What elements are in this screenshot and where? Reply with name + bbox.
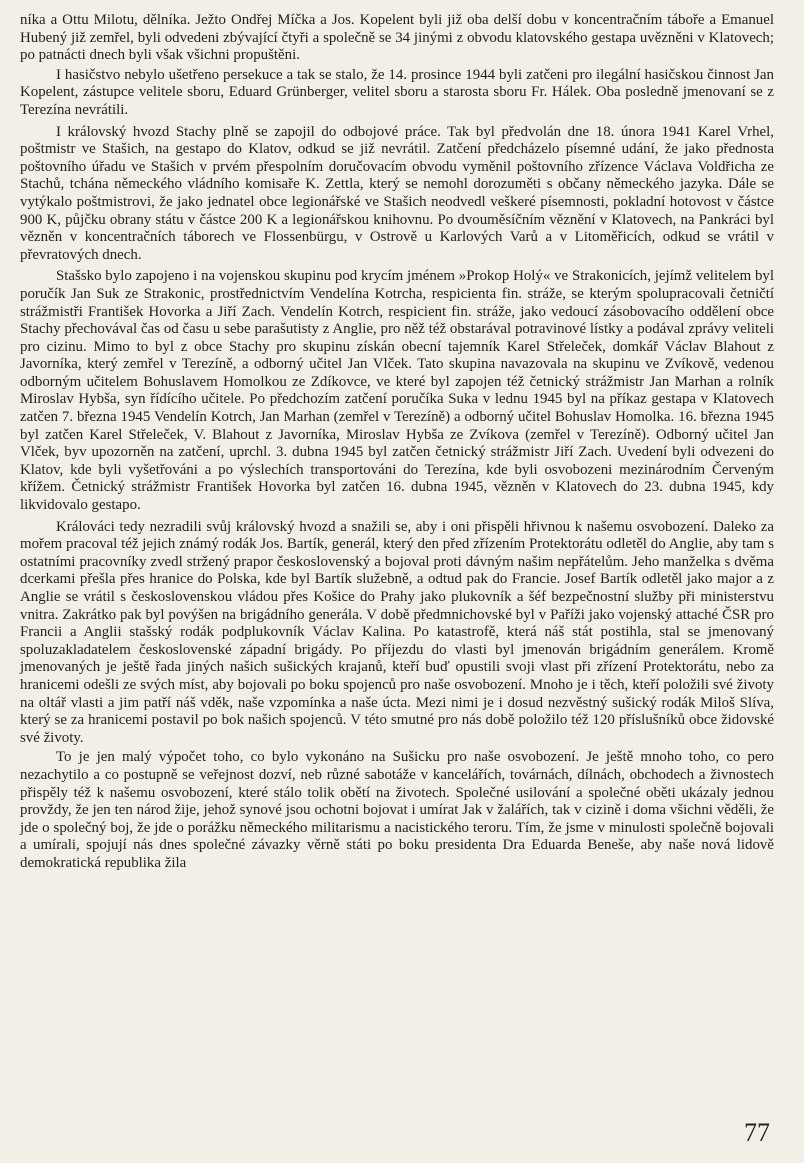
paragraph-generals-abroad: Králováci tedy nezradili svůj královský hvozd a snažili se, aby i oni přispěli hřivnou k našemu osvobození. Daleko za mořem pracoval též jejich známý rodák Jos. Bartík, generál, který den před zřízením Protektorátu odletěl do Anglie, aby tam s ostatními pracovníky zvedl stržený prapor československý a bojoval proti dávným našim nepřátelům. Jeho manželka s dvěma dcerkami přešla přes hranice do Polska, kde byl Bartík služebně, a odtud pak do Francie. Josef Bartík odletěl jako major a z Anglie se vrátil s československou vládou přes Košice do Prahy jako plukovník a šéf bezpečnostní služby při ministerstvu vnitra. Zakrátko pak byl povýšen na brigádního generála. V době předmnichovské byl v Paříži jako vojenský attaché ČSR pro Francii a Anglii stašský rodák podplukovník Václav Kalina. Po katastrofě, která náš stát postihla, stal se jmenovaný spoluzakladatelem československé západní brigády. Po příjezdu do vlasti byl jmenován brigádním generálem. Kromě jmenovaných je ještě řada jiných našich sušických krajanů, kteří buď opustili svoji vlast při zřízení Protektorátu, nebo za hranicemi odešli ze svých míst, aby bojovali po boku spojenců pro naše osvobození. Mnoho je i těch, kteří položili své životy na oltář vlasti a jim patří náš vděk, naše vzpomínka a naše úcta. Mezi nimi je i dosud nezvěstný sušický rodák Miloš Slíva, který se za hranicemi postavil po bok našich spojenců. V této smutné pro nás době položilo též 120 příslušníků obce židovské své životy.: [20, 518, 774, 746]
paragraph-fire-brigade: I hasičstvo nebylo ušetřeno persekuce a tak se stalo, že 14. prosince 1944 byli zatčeni pro ilegální hasičskou činnost Jan Kopelent, zástupce velitele sboru, Eduard Grünberger, velitel sboru a starosta sboru Fr. Hálek. Oba posledně jmenovaní se z Terezína nevrátili.: [20, 66, 774, 118]
paragraph-continuation: níka a Ottu Milotu, dělníka. Ježto Ondřej Míčka a Jos. Kopelent byli již oba delší dobu v koncentračním táboře a Emanuel Hubený již zemřel, byli odvedeni zbývající čtyři a společně se 34 jinými z obvodu klatovského gestapa uvězněni v Klatovech; po patnácti dnech byli však všichni propuštěni.: [20, 12, 774, 64]
page-number: 77: [744, 1118, 770, 1147]
paragraph-stachy-postmaster: I královský hvozd Stachy plně se zapojil do odbojové práce. Tak byl předvolán dne 18. února 1941 Karel Vrhel, poštmistr ve Stašich, na gestapo do Klatov, odkud se již nevrátil. Zatčení předcházelo písemné udání, že jako přednosta poštovního úřadu ve Stašich v prvém přespolním doručovacím obvodu vyměnil poštovního zřízence Václava Voldřicha ze Stachů, tchána německého vládního komisaře K. Zettla, který se nemohl dorozuměti s občany německého jazyka. Dále se vytýkalo poštmistrovi, že jako jednatel obce legionářské ve Stašich neodvedl veškeré písemnosti, pokladní hotovost v částce 900 K, půjčku obrany státu v částce 200 K a legionářskou knihovnu. Po dvouměsíčním věznění v Klatovech, na Pankráci byl vězněn v koncentračních táborech ve Flossenbürgu, v Ostrově u Karlových Varů a v Litoměřicích, odkud se vrátil v převratových dnech.: [20, 123, 774, 263]
paragraph-conclusion: To je jen malý výpočet toho, co bylo vykonáno na Sušicku pro naše osvobození. Je ještě mnoho toho, co pero nezachytilo a co postupně se veřejnost dozví, neb různé sabotáže v kancelářích, továrnách, dílnách, obchodech a živnostech přispěly též k našemu osvobození, které stálo tolik obětí na životech. Společné usilování a společné oběti ukázaly jednou provždy, že jen ten národ žije, jehož synové jsou ochotni bojovat i umírat Jak v žalářích, tak v cizině i doma všichni věděli, že jde o společný boj, že jde o porážku německého militarismu a nacistického teroru. Tím, že jsme v minulosti společně bojovali a umírali, spojují nás dnes společné závazky věrně státi po boku presidenta Dra Eduarda Beneše, aby naše nová lidově demokratická republika žila: [20, 749, 774, 871]
paragraph-military-group: Stašsko bylo zapojeno i na vojenskou skupinu pod krycím jménem »Prokop Holý« ve Strakonicích, jejímž velitelem byl poručík Jan Suk ze Strakonic, prostřednictvím Vendelína Kotrcha, respicienta fin. stráže, se kterým spolupracovali četničtí strážmistři František Hovorka a Jiří Zach. Vendelín Kotrch, respicient fin. stráže, jako vedoucí zásobovacího oddělení obce Stachy přechovával čas od času u sebe parašutisty z Anglie, pro něž též obstarával potravinové lístky a podával zprávy veliteli pro cizinu. Mimo to byl z obce Stachy pro skupinu získán obecní tajemník Karel Střeleček, domkář Václav Blahout z Javorníka, který zemřel v Terezíně, a odborný učitel Jan Vlček. Tato skupina navazovala na skupinu ve Zvíkově, vedenou odborným učitelem Bohuslavem Homolkou ze Zdíkovce, ve které byl zapojen též četnický strážmistr Jan Marhan a rolník Miroslav Hybša, syn řídícího učitele. Po předchozím zatčení poručíka Suka v lednu 1945 byl na příkaz gestapa v Klatovech zatčen 7. března 1945 Vendelín Kotrch, Jan Marhan (zemřel v Terezíně) a odborný učitel Bohuslav Homolka. 16. března 1945 byl zatčen Karel Střeleček, V. Blahout z Javorníka, Miroslav Hybša ze Zvíkova (zemřel v Terezíně). Odborný učitel Jan Vlček, byv upozorněn na zatčení, uprchl. 3. dubna 1945 byl zatčen četnický strážmistr Jiří Zach. Uvedení byli odvezeni do Klatov, kde byli vyšetřováni a po výslechích transportováni do Terezína, kde byli osvobozeni mezinárodním Červeným křížem. Četnický strážmistr František Hovorka byl zatčen 16. dubna 1945, vězněn v Klatovech do 23. dubna 1945, kdy likvidovalo gestapo.: [20, 268, 774, 514]
